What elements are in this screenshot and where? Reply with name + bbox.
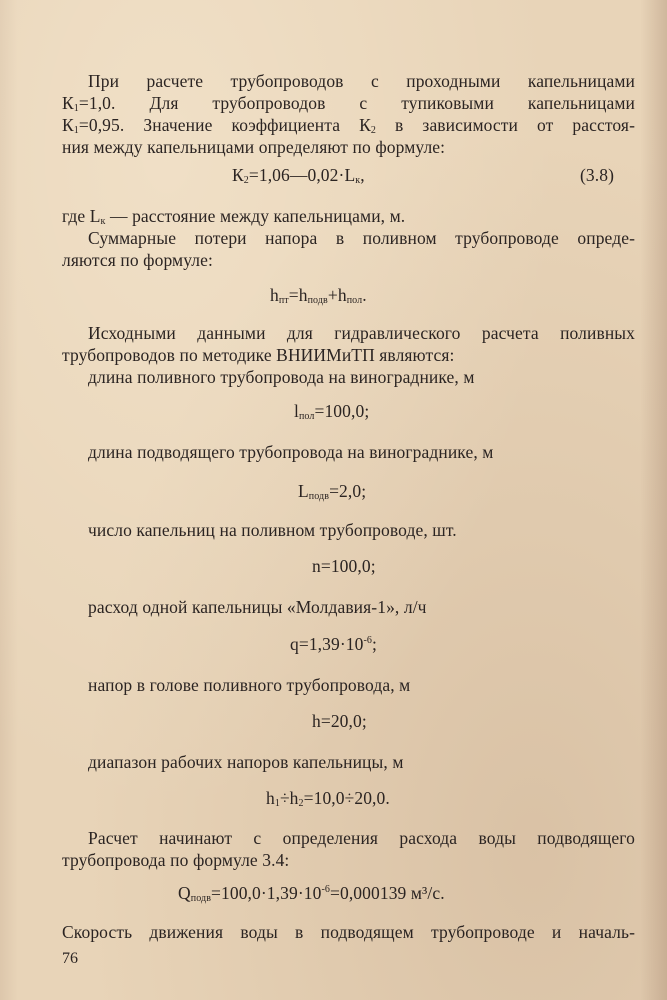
text-line: трубопровода по формуле 3.4:	[62, 850, 290, 870]
text-line: длина подводящего трубопровода на винограднике, м	[88, 442, 494, 462]
formula-h: h=20,0;	[312, 711, 367, 731]
formula-k2: $К_2=1,06—0,02\cdot L_к$,	[232, 165, 365, 186]
formula-lpol: $l_{пол}=100,0$;	[294, 401, 370, 422]
text-line: трубопроводов по методике ВНИИМиТП являются:	[62, 345, 455, 365]
formula-qpodv: $Q_{подв}=100,0\cdot 1,39\cdot 10^{-6}=0,000139$ м³/с.	[178, 883, 445, 904]
text-line: Исходными данными для гидравлического расчета поливных	[88, 323, 635, 343]
text-line: где $L_к$ — расстояние между капельницами, м.	[62, 206, 406, 227]
text-line: При расчете трубопроводов с проходными капельницами	[88, 71, 635, 91]
formula-lpodv: $L_{подв}=2,0$;	[298, 481, 367, 502]
text-line: $К_1=0,95$. Значение коэффициента $К_2$ в зависимости от расстоя-	[62, 115, 635, 136]
text-line: ляются по формуле:	[62, 250, 213, 270]
text-line: Расчет начинают с определения расхода воды подводящего	[88, 828, 635, 848]
text-line: Суммарные потери напора в поливном трубопроводе опреде-	[88, 228, 635, 248]
text-line: $К_1=1,0$. Для трубопроводов с тупиковыми капельницами	[62, 93, 635, 114]
text-line: длина поливного трубопровода на винограднике, м	[88, 367, 475, 387]
text-line: ния между капельницами определяют по формуле:	[62, 137, 446, 157]
formula-h-range: $h_1\div h_2=10,0\div 20,0$.	[266, 788, 390, 809]
text-line: Скорость движения воды в подводящем трубопроводе и началь-	[62, 922, 635, 942]
formula-n: n=100,0;	[312, 556, 376, 576]
formula-losses: $h_{пт}=h_{подв}+h_{пол}$.	[270, 285, 367, 306]
text-line: диапазон рабочих напоров капельницы, м	[88, 752, 404, 772]
text-line: напор в голове поливного трубопровода, м	[88, 675, 411, 695]
text-line: число капельниц на поливном трубопроводе, шт.	[88, 520, 457, 540]
formula-q: $q=1,39\cdot 10^{-6}$;	[290, 634, 377, 654]
text-line: расход одной капельницы «Молдавия-1», л/ч	[88, 597, 427, 617]
formula-number: (3.8)	[580, 165, 615, 185]
page-number: 76	[62, 950, 78, 967]
